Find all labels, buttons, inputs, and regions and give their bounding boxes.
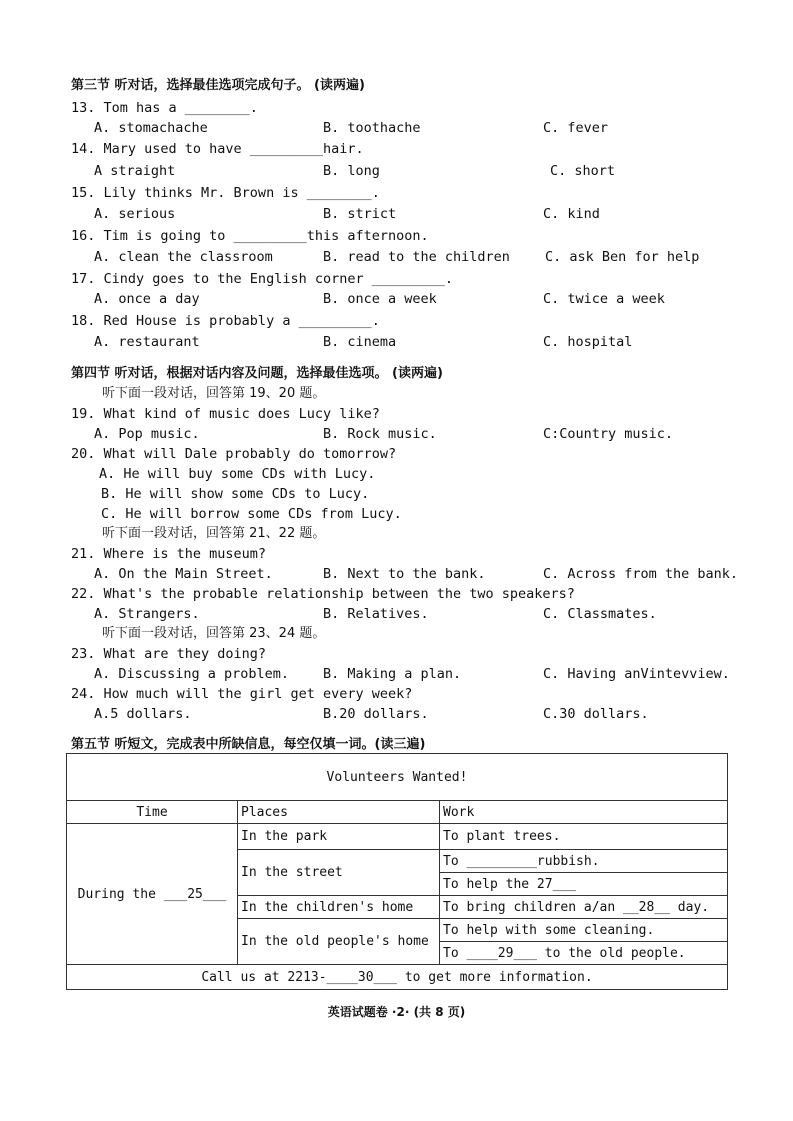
q20-option-a: A. He will buy some CDs with Lucy. (99, 466, 376, 482)
q13-option-b: B. toothache (323, 120, 421, 136)
q21-option-b: B. Next to the bank. (323, 566, 486, 582)
q23-option-c: C. Having anVintevview. (543, 666, 730, 682)
header-time: Time (67, 801, 238, 824)
q22-option-b: B. Relatives. (323, 606, 429, 622)
q17-stem: 17. Cindy goes to the English corner _________. (71, 271, 454, 287)
q22-stem: 22. What's the probable relationship between the two speakers? (71, 586, 575, 602)
q16-option-a: A. clean the classroom (94, 249, 273, 265)
work-park: To plant trees. (440, 824, 728, 850)
section5-heading: 第五节 听短文，完成表中所缺信息，每空仅填一词。(读三遍) (71, 737, 426, 752)
place-old-peoples-home: In the old people's home (238, 919, 440, 965)
q19-option-c: C:Country music. (543, 426, 674, 442)
header-work: Work (440, 801, 728, 824)
section4-intro-19-20: 听下面一段对话，回答第 19、20 题。 (102, 386, 326, 401)
q22-option-c: C. Classmates. (543, 606, 657, 622)
section3-heading: 第三节 听对话，选择最佳选项完成句子。 (读两遍) (71, 78, 365, 93)
q20-option-b: B. He will show some CDs to Lucy. (101, 486, 370, 502)
q15-option-c: C. kind (543, 206, 600, 222)
header-places: Places (238, 801, 440, 824)
q14-option-b: B. long (323, 163, 380, 179)
q24-option-a: A.5 dollars. (94, 706, 192, 722)
q24-option-c: C.30 dollars. (543, 706, 649, 722)
q19-option-a: A. Pop music. (94, 426, 200, 442)
q21-option-c: C. Across from the bank. (543, 566, 739, 582)
q14-option-a: A straight (94, 163, 176, 179)
q13-option-a: A. stomachache (94, 120, 208, 136)
q23-stem: 23. What are they doing? (71, 646, 267, 662)
table-title: Volunteers Wanted! (67, 754, 728, 801)
q14-stem: 14. Mary used to have _________hair. (71, 141, 364, 157)
q16-stem: 16. Tim is going to _________this afternoon. (71, 228, 429, 244)
volunteers-table (66, 753, 728, 990)
time-cell: During the ___25___ (67, 824, 238, 965)
q24-option-b: B.20 dollars. (323, 706, 429, 722)
work-old-1: To help with some cleaning. (440, 919, 728, 942)
q16-option-c: C. ask Ben for help (545, 249, 700, 265)
q13-option-c: C. fever (543, 120, 609, 136)
section4-intro-21-22: 听下面一段对话，回答第 21、22 题。 (102, 526, 326, 541)
q17-option-a: A. once a day (94, 291, 200, 307)
q17-option-b: B. once a week (323, 291, 437, 307)
q23-option-b: B. Making a plan. (323, 666, 462, 682)
q18-option-b: B. cinema (323, 334, 397, 350)
q18-stem: 18. Red House is probably a _________. (71, 313, 380, 329)
q15-option-b: B. strict (323, 206, 397, 222)
work-street-2: To help the 27___ (440, 873, 728, 896)
q20-stem: 20. What will Dale probably do tomorrow? (71, 446, 397, 462)
q16-option-b: B. read to the children (323, 249, 510, 265)
q18-option-a: A. restaurant (94, 334, 200, 350)
q19-option-b: B. Rock music. (323, 426, 437, 442)
q15-option-a: A. serious (94, 206, 176, 222)
q15-stem: 15. Lily thinks Mr. Brown is ________. (71, 185, 380, 201)
q20-option-c: C. He will borrow some CDs from Lucy. (101, 506, 402, 522)
page-footer: 英语试题卷 ·2· (共 8 页) (327, 1005, 466, 1019)
section4-heading: 第四节 听对话，根据对话内容及问题，选择最佳选项。 (读两遍) (71, 366, 443, 381)
q14-option-c: C. short (550, 163, 616, 179)
q23-option-a: A. Discussing a problem. (94, 666, 290, 682)
q18-option-c: C. hospital (543, 334, 633, 350)
q21-stem: 21. Where is the museum? (71, 546, 267, 562)
place-street: In the street (238, 850, 440, 896)
place-park: In the park (238, 824, 440, 850)
q13-stem: 13. Tom has a ________. (71, 100, 258, 116)
q24-stem: 24. How much will the girl get every week? (71, 686, 413, 702)
place-childrens-home: In the children's home (238, 896, 440, 919)
work-childrens-home: To bring children a/an __28__ day. (440, 896, 728, 919)
section4-intro-23-24: 听下面一段对话，回答第 23、24 题。 (102, 626, 326, 641)
q21-option-a: A. On the Main Street. (94, 566, 273, 582)
q22-option-a: A. Strangers. (94, 606, 200, 622)
q17-option-c: C. twice a week (543, 291, 665, 307)
q19-stem: 19. What kind of music does Lucy like? (71, 406, 380, 422)
table-footer-row: Call us at 2213-____30___ to get more information. (67, 965, 728, 990)
work-street-1: To _________rubbish. (440, 850, 728, 873)
work-old-2: To ____29___ to the old people. (440, 942, 728, 965)
